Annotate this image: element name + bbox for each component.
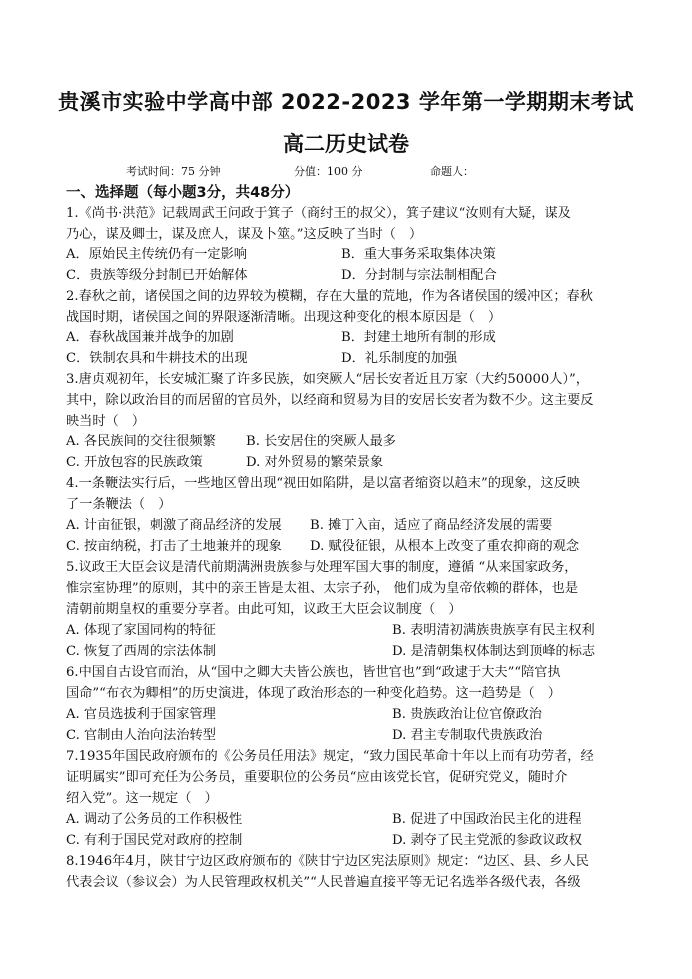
- question-3-line-2: 其中，除以政治目的而居留的官员外，以经商和贸易为目的安居长安者为数不少。这主要反: [66, 393, 594, 408]
- exam-time: 考试时间：75 分钟: [126, 165, 221, 178]
- exam-score: 分值：100 分: [294, 165, 363, 178]
- question-7-option-b: B. 促进了中国政治民主化的进程: [392, 812, 582, 827]
- question-4-line-1: 4.一条鞭法实行后，一些地区曾出现“视田如陷阱，是以富者缩资以趋末”的现象，这反映: [66, 476, 580, 491]
- question-2-option-b: B．封建土地所有制的形成: [341, 330, 496, 345]
- exam-setter: 命题人：: [430, 165, 474, 178]
- question-6-option-d: D. 君主专制取代贵族政治: [392, 728, 543, 743]
- question-4-option-c: C. 按亩纳税，打击了土地兼并的现象: [66, 539, 282, 554]
- question-5-option-d: D. 是清朝集权体制达到顶峰的标志: [392, 644, 596, 659]
- question-1-option-a: A．原始民主传统仍有一定影响: [66, 247, 247, 262]
- question-1-line-2: 乃心，谋及卿士，谋及庶人，谋及卜筮。”这反映了当时（ ）: [66, 227, 423, 242]
- question-2-option-a: A．春秋战国兼并战争的加剧: [66, 330, 234, 345]
- question-5-option-b: B. 表明清初满族贵族享有民主权利: [392, 623, 595, 638]
- question-1-option-b: B．重大事务采取集体决策: [341, 247, 496, 262]
- question-2-line-2: 战国时期，诸侯国之间的界限逐渐清晰。出现这种变化的根本原因是（ ）: [66, 310, 502, 325]
- question-3-line-1: 3.唐贞观初年，长安城汇聚了许多民族，如突厥人“居长安者近且万家（大约50000人）”，: [66, 372, 589, 387]
- question-5-option-a: A. 体现了家国同构的特征: [66, 623, 216, 638]
- exam-subtitle: 高二历史试卷: [283, 132, 409, 156]
- question-5-line-3: 清朝前期皇权的重要分享者。由此可知，议政王大臣会议制度（ ）: [66, 602, 462, 617]
- question-3-option-a: A. 各民族间的交往很频繁: [66, 434, 216, 449]
- question-2-option-c: C．铁制农具和牛耕技术的出现: [66, 351, 248, 366]
- question-1-option-c: C．贵族等级分封制已开始解体: [66, 268, 248, 283]
- question-1-option-d: D．分封制与宗法制相配合: [341, 268, 497, 283]
- question-2-option-d: D．礼乐制度的加强: [341, 351, 458, 366]
- question-3-option-b: B. 长安居住的突厥人最多: [246, 434, 396, 449]
- section-heading: 一、选择题（每小题3分，共48分）: [66, 185, 300, 201]
- question-3-option-d: D. 对外贸易的繁荣景象: [246, 455, 384, 470]
- question-6-line-2: 国命”“布衣为卿相”的历史演进，体现了政治形态的一种变化趋势。这一趋势是（ ）: [66, 686, 561, 701]
- question-6-option-a: A. 官员选拔利于国家管理: [66, 707, 216, 722]
- question-7-line-2: 证明属实”即可充任为公务员，重要职位的公务员“应由该党长官，促研究党义，随时介: [66, 770, 568, 785]
- question-7-option-c: C. 有利于国民党对政府的控制: [66, 833, 243, 848]
- question-6-option-b: B. 贵族政治让位官僚政治: [392, 707, 542, 722]
- question-5-option-c: C. 恢复了西周的宗法体制: [66, 644, 216, 659]
- question-5-line-1: 5.议政王大臣会议是清代前期满洲贵族参与处理军国大事的制度，遵循 “从来国家政务，: [66, 560, 578, 575]
- question-7-line-1: 7.1935年国民政府颁布的《公务员任用法》规定，“致力国民革命十年以上而有功劳者，经: [66, 749, 594, 764]
- question-3-line-3: 映当时（ ）: [66, 414, 146, 429]
- question-6-option-c: C. 官制由人治向法治转型: [66, 728, 216, 743]
- question-7-option-a: A. 调动了公务员的工作积极性: [66, 812, 243, 827]
- question-2-line-1: 2.春秋之前，诸侯国之间的边界较为模糊，存在大量的荒地，作为各诸侯国的缓冲区；春秋: [66, 289, 593, 304]
- question-8-line-1: 8.1946年4月，陕甘宁边区政府颁布的《陕甘宁边区宪法原则》规定：“边区、县、乡人民: [66, 854, 589, 869]
- question-1-line-1: 1.《尚书·洪范》记载周武王问政于箕子（商纣王的叔父），箕子建议“汝则有大疑，谋及: [66, 206, 571, 221]
- question-7-line-3: 绍入党”。这一规定（ ）: [66, 791, 218, 806]
- question-8-line-2: 代表会议（参议会）为人民管理政权机关”“人民普遍直接平等无记名选举各级代表，各级: [66, 875, 581, 890]
- question-5-line-2: 惟宗室协理”的原则，其中的亲王皆是太祖、太宗子孙， 他们成为皇帝依赖的群体，也是: [66, 581, 579, 596]
- question-4-option-a: A. 计亩征银，刺激了商品经济的发展: [66, 518, 282, 533]
- question-6-line-1: 6.中国自古设官而治，从“国中之卿大夫皆公族也，皆世官也”到“政逮于大夫”“陪官执: [66, 665, 561, 680]
- question-4-line-2: 了一条鞭法（ ）: [66, 497, 172, 512]
- question-4-option-b: B. 摊丁入亩，适应了商品经济发展的需要: [310, 518, 553, 533]
- question-7-option-d: D. 剥夺了民主党派的参政议政权: [392, 833, 582, 848]
- question-4-option-d: D. 赋役征银，从根本上改变了重农抑商的观念: [310, 539, 580, 554]
- question-3-option-c: C. 开放包容的民族政策: [66, 455, 203, 470]
- exam-title: 贵溪市实验中学高中部 2022-2023 学年第一学期期末考试: [58, 90, 634, 114]
